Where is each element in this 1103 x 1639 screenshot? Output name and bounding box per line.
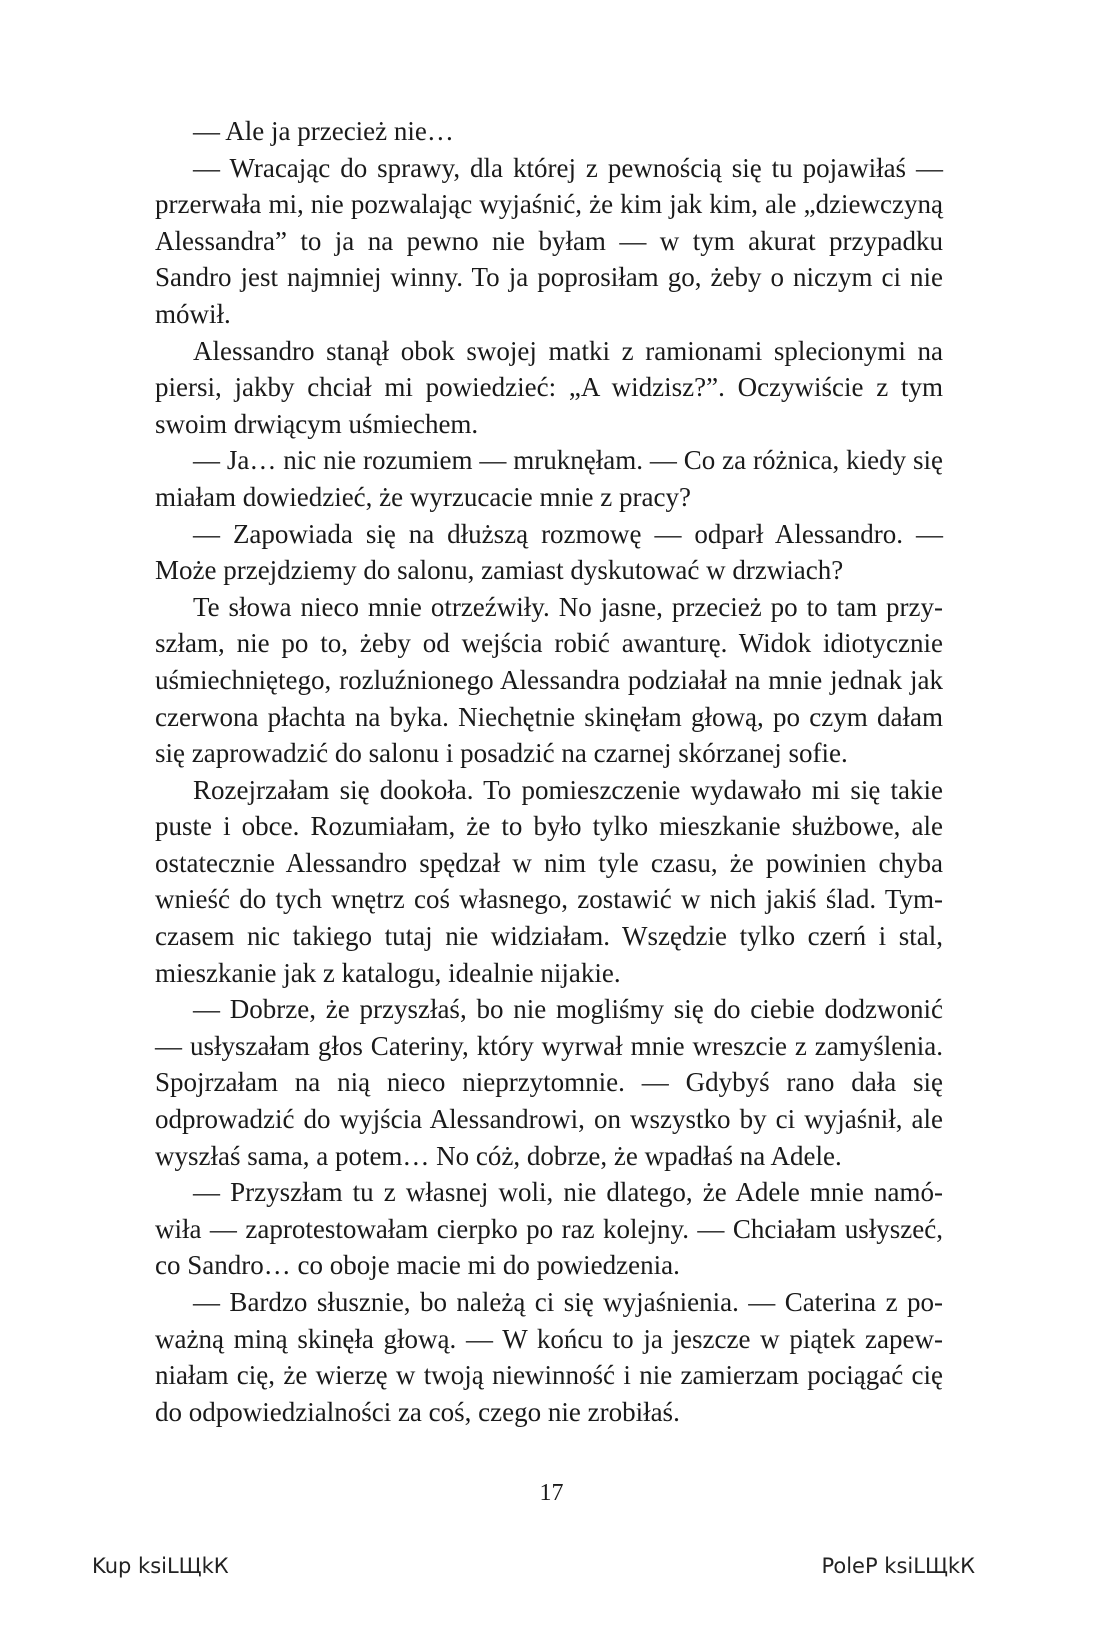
buy-book-link[interactable]: Kup ksiLЩkК: [92, 1554, 229, 1578]
paragraph: — Zapowiada się na dłuższą rozmowę — odparł Alessandro. — Może przejdziemy do salonu, zamiast dyskutować w drzwiach?: [155, 518, 943, 586]
paragraph: — Wracając do sprawy, dla której z pewnością się tu pojawiłaś — przerwała mi, nie pozwalając wyjaśnić, że kim jak kim, ale „dziewczyną Alessandra” to ja na pewno nie byłam — w tym akurat przypadku Sandro jest najmniej winny. To ja poprosiłam go, żeby o niczym ci nie mówił.: [155, 152, 943, 329]
paragraph: — Ale ja przecież nie…: [193, 116, 454, 146]
page-body: [155, 113, 943, 1430]
recommend-book-link[interactable]: PoleР ksiLЩkК: [821, 1554, 975, 1578]
paragraph: — Dobrze, że przyszłaś, bo nie mogliśmy się do ciebie dodzwonić — usłyszałam głos Cateriny, który wyrwał mnie wreszcie z zamyślenia. Spojrzałam na nią nieco nieprzytomnie. — Gdybyś rano dała się odprowadzić do wyjścia Alessandrowi, on wszystko by ci wyjaśnił, ale wyszłaś sama, a potem… No cóż, dobrze, że wpadłaś na Adele.: [155, 994, 943, 1171]
page-number: 17: [539, 1480, 564, 1506]
paragraph: — Ja… nic nie rozumiem — mruknęłam. — Co za różnica, kiedy się miałam dowiedzieć, że wyrzucacie mnie z pracy?: [155, 445, 943, 512]
paragraph: Te słowa nieco mnie otrzeźwiły. No jasne, przecież po to tam przyszłam, nie po to, żeby od wejścia robić awanturę. Widok idiotycznie uśmiechniętego, rozluźnionego Alessandra podziałał na mnie jednak jak czerwona płachta na byka. Niechętnie skinęłam głową, po czym dałam się zaprowadzić do salonu i posadzić na czarnej skórzanej sofie.: [155, 591, 943, 769]
paragraph: — Bardzo słusznie, bo należą ci się wyjaśnienia. — Caterina z poważną miną skinęła głową. — W końcu to ja jeszcze w piątek zapewniałam cię, że wierzę w twoją niewinność i nie zamierzam pociągać cię do odpowiedzialności za coś, czego nie zrobiłaś.: [155, 1287, 943, 1427]
paragraph: — Przyszłam tu z własnej woli, nie dlatego, że Adele mnie namówiła — zaprotestowałam cierpko po raz kolejny. — Chciałam usłyszeć, co Sandro… co oboje macie mi do powiedzenia.: [155, 1177, 943, 1281]
paragraph: Rozejrzałam się dookoła. To pomieszczenie wydawało mi się takie puste i obce. Rozumiałam, że to było tylko mieszkanie służbowe, ale ostatecznie Alessandro spędzał w nim tyle czasu, że powinien chyba wnieść do tych wnętrz coś własnego, zostawić w nich jakiś ślad. Tymczasem nic takiego tutaj nie widziałam. Wszędzie tylko czerń i stal, mieszkanie jak z katalogu, idealnie nijakie.: [155, 774, 943, 988]
paragraph: Alessandro stanął obok swojej matki z ramionami splecionymi na piersi, jakby chciał mi powiedzieć: „A widzisz?”. Oczywiście z tym swoim drwiącym uśmiechem.: [155, 335, 943, 439]
